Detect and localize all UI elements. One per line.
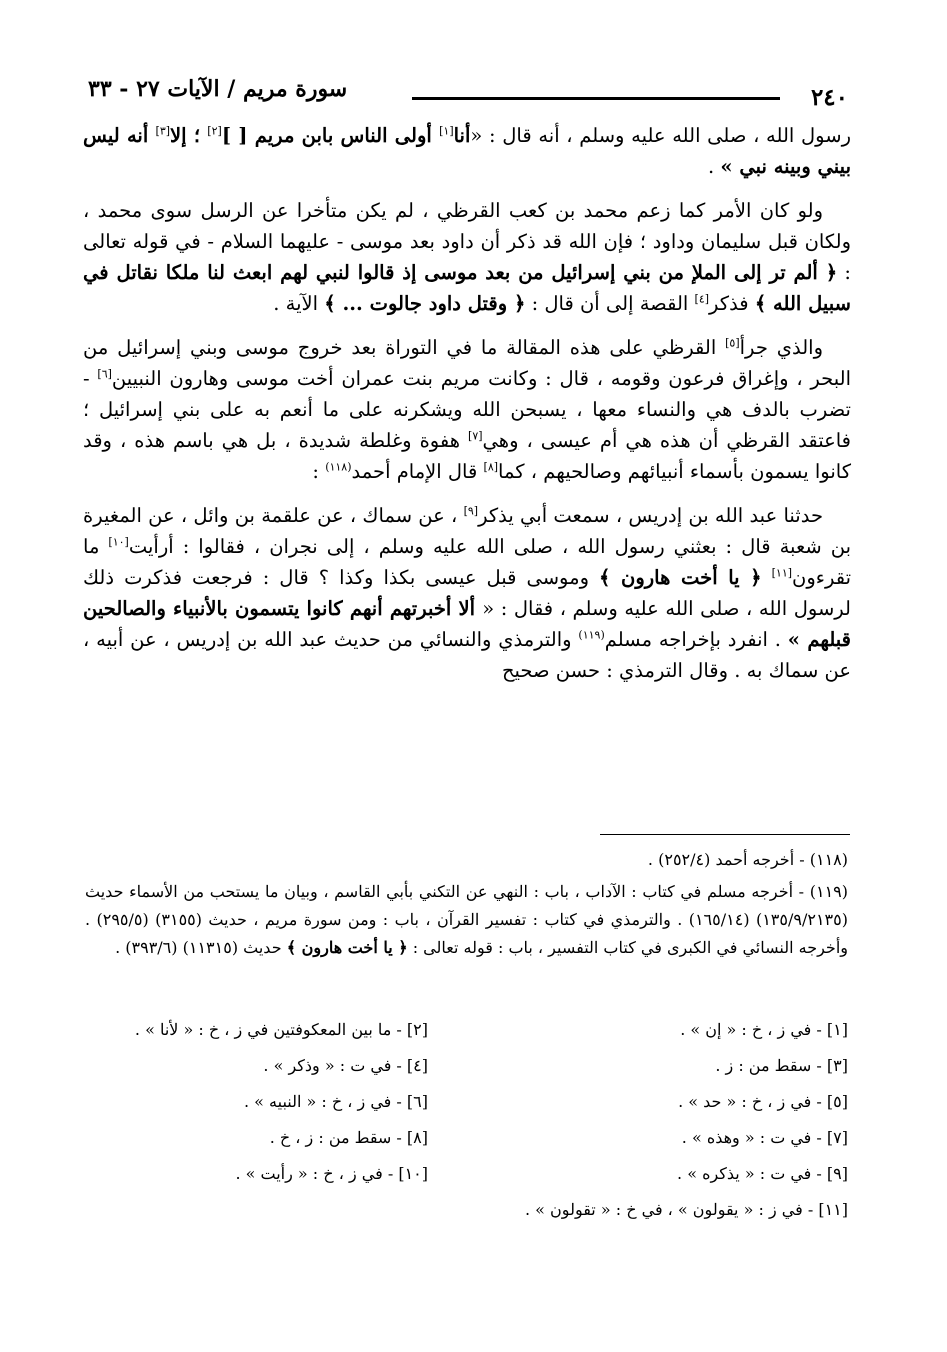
page-header [88,70,848,110]
text: حديث (١١٣١٥) (٣٩٣/٦) . [115,938,287,957]
text: رسول الله ، صلى الله عليه وسلم ، أنه قال : « [470,124,851,147]
variant-ref: [٥] [725,336,740,350]
variant-note: [١] - في ز ، خ : « إن » . [680,1020,848,1039]
variant-note: [٤] - في ت : « وذكر » . [263,1056,428,1075]
variant-ref: [٣] [155,124,171,138]
footnote-separator [600,834,850,835]
text [762,566,772,589]
text: (١١٩) - أخرجه مسلم في كتاب : الآداب ، باب : النهي عن التكني بأبي القاسم ، وبيان ما يستحب من الأسماء حديث (١٣٥/٩/٢١٣٥) (١٦٥/١٤) . والترمذي في كتاب : تفسير القرآن ، باب : ومن سورة مريم ، حديث (٣١٥٥) (٢٩٥/٥) . وأخرجه النسائي في الكبرى في كتاب التفسير ، باب : قوله تعالى : [85,882,848,957]
text: والترمذي والنسائي من حديث عبد الله بن إدريس ، عن أبيه ، عن سماك به . وقال الترمذي : حسن صحيح [83,628,851,682]
text: - تضرب بالدف هي والنساء معها ، يسبحن الله ويشكرنه على ما أنعم به على بني إسرائيل ؛ فاعتقد القرظي أن هذه هي أم عيسى ، وهي [83,367,851,452]
text: والذي جرأ [739,336,823,359]
running-title: سورة مريم / الآيات ٢٧ - ٣٣ [88,76,348,102]
text: ، عن سماك ، عن علقمة بن وائل ، عن المغيرة بن شعبة قال : بعثني رسول الله ، صلى الله عليه وسلم ، إلى نجران ، فقالوا : أرأيت [83,504,851,558]
variant-ref: [١] [439,124,454,138]
variant-row [85,1056,848,1092]
variant-note: [٥] - في ز ، خ : « حد » . [678,1092,848,1111]
variant-ref: [٧] [468,429,483,443]
quran-verse: ﴿ يا أخت هارون ﴾ [599,566,762,589]
variant-row [85,1128,848,1164]
variant-note: [٧] - في ت : « وهذه » . [681,1128,848,1147]
variant-ref: [٨] [483,460,499,474]
text: ما تقرءون [83,535,852,589]
variant-ref: [١٠] [108,535,129,549]
quran-verse: ﴿ ألم تر إلى الملإ من بني إسرائيل من بعد موسى إذ قالوا لنبي لهم ابعث لنا ملكا نقاتل في سبيل الله ﴾ [83,261,851,315]
quran-verse: ﴿ يا أخت هارون ﴾ [286,938,408,957]
hadith-quote: ألا أخبرتهم أنهم كانوا يتسمون بالأنبياء والصالحين قبلهم » [83,597,852,651]
text: الآية . [273,292,325,315]
footnotes [85,846,848,966]
variant-ref: [١١] [771,566,793,580]
footnote-119 [85,878,848,962]
footnote-ref[interactable]: (١١٨) [325,460,352,474]
paragraph-2 [83,195,851,319]
paragraph-1 [83,120,851,182]
variant-row [85,1092,848,1128]
footnote-ref[interactable]: (١١٩) [578,628,605,642]
text: . [707,155,721,178]
text: وموسى قبل عيسى بكذا وكذا ؟ قال : فرجعت فذكرت ذلك لرسول الله ، صلى الله عليه وسلم ، فقال : « [83,566,851,620]
variant-note: [١١] - في ز : « يقولون » ، في خ : « تقولون » . [525,1200,848,1219]
main-text [83,120,851,699]
quran-verse: ﴿ وقتل داود جالوت ... ﴾ [324,292,526,315]
variant-note: [٦] - في ز ، خ : « النبيه » . [244,1092,428,1111]
text: : [312,460,326,483]
variant-note: [٨] - سقط من : ز ، خ . [269,1128,428,1147]
variant-ref: [٢] [207,124,222,138]
text: فذكر [709,292,755,315]
variant-row [85,1200,848,1236]
paragraph-3 [83,332,851,487]
hadith-quote: ؛ إلا [170,124,208,147]
variant-ref: [٤] [694,292,710,306]
hadith-quote: أولى الناس بابن مريم [ ] [221,124,440,147]
text: قال الإمام أحمد [351,460,484,483]
paragraph-4 [83,500,851,686]
text: هفوة وغلطة شديدة ، بل هي باسم هذه ، وقد كانوا يسمون بأسماء أنبيائهم وصالحيهم ، كما [83,429,851,483]
variant-note: [٩] - في ت : « يذكره » . [677,1164,848,1183]
footnote-118: (١١٨) - أخرجه أحمد (٢٥٢/٤) . [647,850,848,869]
variant-ref: [٩] [463,504,479,518]
hadith-quote: أنه ليس بيني وبينه نبي » [83,124,851,178]
variant-ref: [٦] [97,367,112,381]
variant-note: [٣] - سقط من : ز . [715,1056,848,1075]
variant-row [85,1020,848,1056]
hadith-quote: أنا [453,124,471,147]
manuscript-variants [85,1020,848,1236]
page-number: ٢٤٠ [810,84,848,111]
text: ولو كان الأمر كما زعم محمد بن كعب القرظي ، لم يكن متأخرا عن الرسل سوى محمد ، ولكان قبل سليمان وداود ؛ فإن الله قد ذكر أن داود بعد موسى - عليهما السلام - في قوله تعالى : [83,199,851,284]
variant-note: [١٠] - في ز ، خ : « رأيت » . [235,1164,428,1183]
header-rule [412,97,780,100]
variant-row [85,1164,848,1200]
text: القرظي على هذه المقالة ما في التوراة بعد خروج موسى وبني إسرائيل من البحر ، وإغراق فرعون وقومه ، قال : وكانت مريم بنت عمران أخت موسى وهارون النبيين [83,336,851,390]
variant-note: [٢] - ما بين المعكوفتين في ز ، خ : « لأنا » . [134,1020,428,1039]
text: حدثنا عبد الله بن إدريس ، سمعت أبي يذكر [478,504,823,527]
text: القصة إلى أن قال : [525,292,695,315]
text: . انفرد بإخراجه مسلم [604,628,788,651]
